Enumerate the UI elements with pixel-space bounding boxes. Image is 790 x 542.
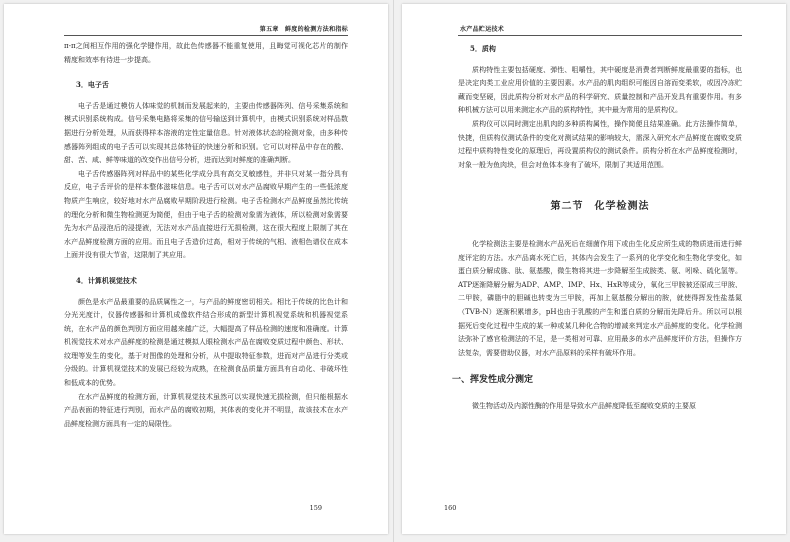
paragraph: 化学检测法主要是检测水产品死后在细菌作用下或由生化反应所生成的物质进而进行鲜度评定的方法。水产品离水死亡后，其体内会发生了一系列的化学变化和生物化学变化，如蛋白质分解成胨、肽、氨基酸，微生物将其进一步降解至生成胺类、氨、吲哚、硫化氢等。ATP逐渐降解分解为ADP、AMP、IMP、Hx、HxR等成分，氧化三甲胺被还原成三甲胺、二甲胺，磷脂中的胆碱也转变为三甲胺，再加上氨基酸分解出的胺，就使得挥发性盐基氮（TVB-N）逐渐积累增多，pH也由于乳酸的产生和蛋白质的分解而先降后升。所以可以根据死后变化过程中生成的某一种或某几种化合物的增减来判定水产品鲜度的变化。化学检测法弥补了感官检测法的不足，是一类相对可靠、应用最多的水产品鲜度评价方法，但操作方法复杂，需要借助仪器，对水产品原料的采样有破坏作用。 (458, 239, 742, 357)
paragraph: 在水产品鲜度的检测方面，计算机视觉技术虽然可以实现快速无损检测，但只能根据水产品表面的特征进行判别，而水产品的腐败初期，其体表的变化并不明显，故该技术在水产品鲜度检测方面具有一定的局限性。 (64, 392, 348, 428)
header-rule (458, 35, 742, 36)
right-page (402, 4, 786, 534)
section-heading: 4．计算机视觉技术 (76, 275, 137, 285)
page-body (64, 40, 348, 431)
paragraph: 电子舌传感器阵列对样品中的某些化学成分具有高交叉敏感性，并非只对某一指分具有反应，电子舌评价的是样本整体滋味信息。电子舌可以对水产品腐败早期产生的一些低浓度物质产生响应，较好地对水产品腐败早期阶段进行检测。电子舌检测水产品鲜度虽然比传统的理化分析和微生物检测更为简便，但由于电子舌的检测对象需为液体，所以检测对象需要先为水产品浸泡后的浸提液，无法对水产品直接进行无损检测，这在很大程度上限制了其在水产品鲜度检测方面的应用。而且电子舌造价过高，相对于传统的气相、液相色谱仪在成本上面并没有很大节省，这限制了其应用。 (64, 169, 348, 260)
book-gutter (393, 0, 394, 542)
running-head: 第五章 鲜度的检测方法和指标 (259, 26, 348, 33)
paragraph: 微生物活动及内源性酶的作用是导致水产品鲜度降低至腐败变质的主要原 (472, 401, 696, 410)
header-rule (64, 35, 348, 36)
page-number: 160 (444, 504, 457, 512)
section-heading: 5．质构 (470, 44, 496, 53)
section-heading: 3．电子舌 (76, 80, 109, 90)
running-head: 水产品贮运技术 (460, 26, 505, 33)
paragraph: 质构仪可以同时测定出肌肉的多种质构属性，操作简便且结果准确。此方法操作简单，快捷，但质构仪测试条件的变化对测试结果的影响较大，需深入研究水产品鲜度在腐败变质过程中质构特性变化的原理后，再设置质构仪的测试条件。质构分析在水产品鲜度检测时，对象一般为鱼肉块，但会对鱼体本身有了破坏，限制了其适用范围。 (458, 119, 742, 169)
paragraph: 质构特性主要包括硬度、弹性、咀嚼性，其中硬度是消费者判断鲜度最重要的指标，也是决定肉类工业应用价值的主要因素。水产品的肌肉组织可能因自溶而变柔软，或因冷冻贮藏而变坚硬，因此质构分析对水产品的科学研究、质量控制和产品开发具有重要作用。有多种机械方法可以用来测定水产品的质构特性，其中最为常用的是质构仪。 (458, 65, 742, 115)
paragraph: 颜色是水产品最重要的品质属性之一，与产品的鲜度密切相关。相比于传统的比色计和分光光度计，仪器传感器和计算机成像软件结合形成的新型计算机视觉系统和机器视觉系统，在水产品的颜色判别方面应用越来越广泛，大幅提高了样品检测的速度和准确度。计算机视觉技术对水产品鲜度的检测是通过模拟人眼检测水产品在腐败变质过程中颜色、形状、纹理等发生的变化，基于对图像的处理和分析，从中提取特征参数，进而对产品进行分类或分级的。计算机视觉技术的发展已经较为成熟，在检测食品质量方面具有自动化、非破坏性和低成本的优势。 (64, 297, 348, 388)
chapter-section-title: 第二节 化学检测法 (550, 201, 650, 213)
page-number: 159 (309, 504, 322, 512)
left-page (4, 4, 388, 534)
page-body (452, 40, 742, 413)
subsection-heading: 一、挥发性成分测定 (452, 375, 534, 386)
paragraph: 电子舌是通过模仿人体味觉的机制而发展起来的，主要由传感器阵列、信号采集系统和模式识别系统构成。信号采集电路将采集的信号输送到计算机中，由模式识别系统对样品数据进行分析处理，从而获得样本溶液的定性定量信息。针对液体状态的检测对象，由多种传感器阵列组成的电子舌可以实现其总体特征的快速分析和识别。它可以对样品中存在的酸、甜、苦、咸、鲜等味道的改变作出信号分析，进而达到对鲜度的准确判断。 (64, 101, 348, 165)
paragraph: π-π之间相互作用的强化学键作用，故此色传感器不能重复使用，且晦觉可视化芯片的制作精度和效率有待进一步提高。 (64, 42, 348, 64)
